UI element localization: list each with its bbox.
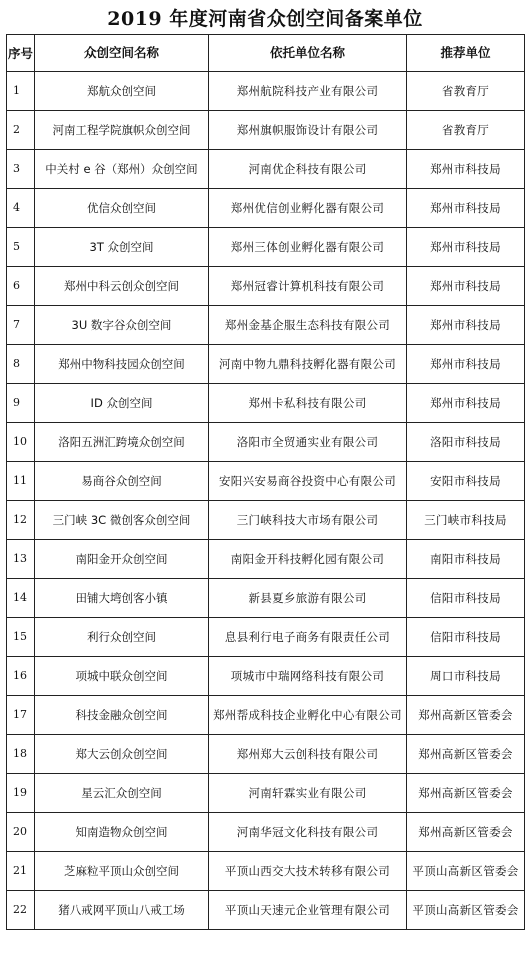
host-unit-cell: 郑州郑大云创科技有限公司 <box>209 735 407 774</box>
host-unit-cell: 郑州卡私科技有限公司 <box>209 384 407 423</box>
recommender-cell: 郑州市科技局 <box>407 228 525 267</box>
recommender-cell: 三门峡市科技局 <box>407 501 525 540</box>
table-row <box>7 540 525 579</box>
space-name-cell: 三门峡 3C 微创客众创空间 <box>35 501 209 540</box>
space-name-cell: 利行众创空间 <box>35 618 209 657</box>
space-name-cell: 郑航众创空间 <box>35 72 209 111</box>
recommender-cell: 省教育厅 <box>407 111 525 150</box>
table-row <box>7 384 525 423</box>
recommender-cell: 郑州市科技局 <box>407 189 525 228</box>
row-number: 3 <box>7 150 35 189</box>
recommender-cell: 郑州市科技局 <box>407 384 525 423</box>
row-number: 16 <box>7 657 35 696</box>
space-name-cell: 知南造物众创空间 <box>35 813 209 852</box>
row-number: 22 <box>7 891 35 930</box>
space-name-cell: 洛阳五洲汇跨境众创空间 <box>35 423 209 462</box>
table-row <box>7 657 525 696</box>
recommender-cell: 周口市科技局 <box>407 657 525 696</box>
recommender-cell: 郑州市科技局 <box>407 345 525 384</box>
recommender-cell: 郑州高新区管委会 <box>407 735 525 774</box>
space-name-cell: 田铺大塆创客小镇 <box>35 579 209 618</box>
row-number: 19 <box>7 774 35 813</box>
row-number: 5 <box>7 228 35 267</box>
table-row <box>7 813 525 852</box>
host-unit-cell: 河南华冠文化科技有限公司 <box>209 813 407 852</box>
host-unit-cell: 郑州航院科技产业有限公司 <box>209 72 407 111</box>
row-number: 14 <box>7 579 35 618</box>
table-row <box>7 774 525 813</box>
space-name-cell: 科技金融众创空间 <box>35 696 209 735</box>
host-unit-cell: 三门峡科技大市场有限公司 <box>209 501 407 540</box>
host-unit-cell: 平顶山西交大技术转移有限公司 <box>209 852 407 891</box>
header-unit: 依托单位名称 <box>209 35 407 72</box>
host-unit-cell: 南阳金开科技孵化园有限公司 <box>209 540 407 579</box>
host-unit-cell: 河南中物九鼎科技孵化器有限公司 <box>209 345 407 384</box>
row-number: 1 <box>7 72 35 111</box>
host-unit-cell: 郑州冠睿计算机科技有限公司 <box>209 267 407 306</box>
host-unit-cell: 息县利行电子商务有限责任公司 <box>209 618 407 657</box>
space-name-cell: 中关村 e 谷（郑州）众创空间 <box>35 150 209 189</box>
row-number: 15 <box>7 618 35 657</box>
recommender-cell: 郑州高新区管委会 <box>407 813 525 852</box>
header-seq: 序号 <box>7 35 35 72</box>
host-unit-cell: 新县夏乡旅游有限公司 <box>209 579 407 618</box>
table-row <box>7 696 525 735</box>
host-unit-cell: 河南优企科技有限公司 <box>209 150 407 189</box>
header-recommender: 推荐单位 <box>407 35 525 72</box>
host-unit-cell: 安阳兴安易商谷投资中心有限公司 <box>209 462 407 501</box>
host-unit-cell: 河南轩霖实业有限公司 <box>209 774 407 813</box>
row-number: 11 <box>7 462 35 501</box>
recommender-cell: 郑州市科技局 <box>407 150 525 189</box>
table-row <box>7 579 525 618</box>
row-number: 2 <box>7 111 35 150</box>
page-title: 2019 年度河南省众创空间备案单位 <box>107 8 423 30</box>
table-row <box>7 228 525 267</box>
recommender-cell: 郑州高新区管委会 <box>407 774 525 813</box>
table-row <box>7 501 525 540</box>
table-row <box>7 267 525 306</box>
space-name-cell: 郑大云创众创空间 <box>35 735 209 774</box>
recommender-cell: 郑州市科技局 <box>407 267 525 306</box>
host-unit-cell: 郑州三体创业孵化器有限公司 <box>209 228 407 267</box>
host-unit-cell: 郑州金基企服生态科技有限公司 <box>209 306 407 345</box>
space-name-cell: 星云汇众创空间 <box>35 774 209 813</box>
space-name-cell: 郑州中科云创众创空间 <box>35 267 209 306</box>
host-unit-cell: 郑州优信创业孵化器有限公司 <box>209 189 407 228</box>
table-row <box>7 735 525 774</box>
host-unit-cell: 郑州旗帜服饰设计有限公司 <box>209 111 407 150</box>
host-unit-cell: 洛阳市全贸通实业有限公司 <box>209 423 407 462</box>
recommender-cell: 信阳市科技局 <box>407 618 525 657</box>
recommender-cell: 洛阳市科技局 <box>407 423 525 462</box>
table-row <box>7 852 525 891</box>
recommender-cell: 郑州市科技局 <box>407 306 525 345</box>
table-row <box>7 891 525 930</box>
row-number: 6 <box>7 267 35 306</box>
recommender-cell: 信阳市科技局 <box>407 579 525 618</box>
recommender-cell: 安阳市科技局 <box>407 462 525 501</box>
table-row <box>7 306 525 345</box>
row-number: 18 <box>7 735 35 774</box>
table-row <box>7 189 525 228</box>
table-row <box>7 462 525 501</box>
space-name-cell: 猪八戒网平顶山八戒工场 <box>35 891 209 930</box>
host-unit-cell: 郑州帮成科技企业孵化中心有限公司 <box>209 696 407 735</box>
table-header-row <box>7 35 525 72</box>
space-name-cell: 3T 众创空间 <box>35 228 209 267</box>
row-number: 7 <box>7 306 35 345</box>
row-number: 4 <box>7 189 35 228</box>
table-row <box>7 150 525 189</box>
recommender-cell: 郑州高新区管委会 <box>407 696 525 735</box>
space-name-cell: ID 众创空间 <box>35 384 209 423</box>
space-name-cell: 芝麻粒平顶山众创空间 <box>35 852 209 891</box>
row-number: 17 <box>7 696 35 735</box>
space-name-cell: 南阳金开众创空间 <box>35 540 209 579</box>
row-number: 20 <box>7 813 35 852</box>
table-row <box>7 345 525 384</box>
table-row <box>7 72 525 111</box>
table-body <box>7 72 525 930</box>
row-number: 10 <box>7 423 35 462</box>
space-name-cell: 河南工程学院旗帜众创空间 <box>35 111 209 150</box>
space-name-cell: 易商谷众创空间 <box>35 462 209 501</box>
space-name-cell: 优信众创空间 <box>35 189 209 228</box>
table-row <box>7 423 525 462</box>
row-number: 8 <box>7 345 35 384</box>
header-name: 众创空间名称 <box>35 35 209 72</box>
table-row <box>7 618 525 657</box>
recommender-cell: 省教育厅 <box>407 72 525 111</box>
table-row <box>7 111 525 150</box>
space-name-cell: 项城中联众创空间 <box>35 657 209 696</box>
space-name-cell: 3U 数字谷众创空间 <box>35 306 209 345</box>
recommender-cell: 平顶山高新区管委会 <box>407 852 525 891</box>
recommender-cell: 平顶山高新区管委会 <box>407 891 525 930</box>
space-name-cell: 郑州中物科技园众创空间 <box>35 345 209 384</box>
row-number: 21 <box>7 852 35 891</box>
row-number: 13 <box>7 540 35 579</box>
recommender-cell: 南阳市科技局 <box>407 540 525 579</box>
host-unit-cell: 平顶山天速元企业管理有限公司 <box>209 891 407 930</box>
registry-table <box>6 34 525 930</box>
host-unit-cell: 项城市中瑞网络科技有限公司 <box>209 657 407 696</box>
row-number: 12 <box>7 501 35 540</box>
row-number: 9 <box>7 384 35 423</box>
